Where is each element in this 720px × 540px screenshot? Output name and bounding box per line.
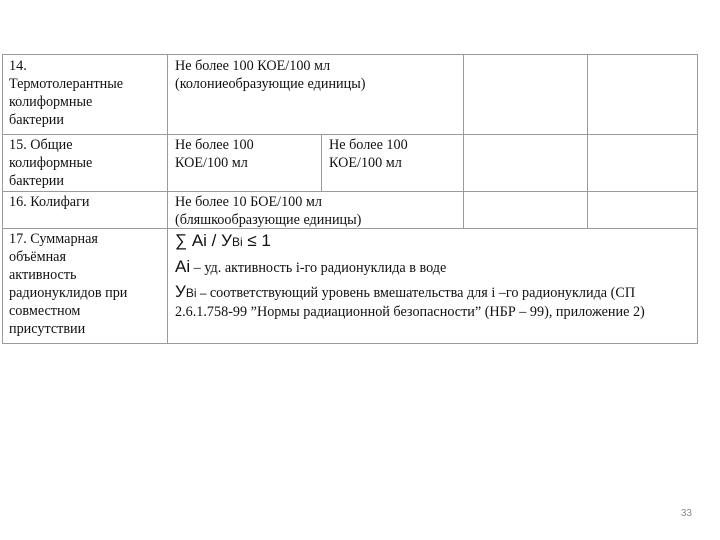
ai-definition bbox=[175, 257, 446, 277]
indicator-cell: 14. Термотолерантные колиформные бактерии bbox=[9, 58, 124, 128]
formula-suffix: ≤ 1 bbox=[242, 231, 271, 250]
row-divider bbox=[3, 191, 697, 192]
column-divider bbox=[463, 55, 464, 229]
norm-cell: Не более 10 БОЕ/100 мл (бляшкообразующие единицы) bbox=[175, 194, 362, 228]
yb-text: соответствующий уровень вмешательства для i –го радионуклида (СП bbox=[209, 285, 636, 301]
column-divider bbox=[321, 135, 322, 191]
indicator-cell: 15. Общие колиформные бактерии bbox=[9, 137, 93, 189]
page-number: 33 bbox=[680, 508, 692, 519]
indicator-cell: 17. Суммарная объёмная активность радионуклидов при совместном присутствии bbox=[9, 231, 128, 337]
yb-symbol: У bbox=[175, 282, 186, 301]
yb-dash: – bbox=[196, 286, 210, 300]
ai-symbol: Аi bbox=[175, 257, 191, 276]
norm-cell: Не более 100 КОЕ/100 мл (колониеобразующие единицы) bbox=[175, 58, 366, 92]
norm-cell: Не более 100 КОЕ/100 мл bbox=[175, 137, 254, 171]
formula-prefix: ∑ Аi / У bbox=[175, 231, 232, 250]
column-divider bbox=[167, 55, 168, 343]
formula-subscript: Bi bbox=[231, 235, 243, 249]
ai-text: – уд. активность i-го радионуклида в воде bbox=[190, 260, 447, 276]
indicator-cell: 16. Колифаги bbox=[9, 194, 90, 210]
yb-definition bbox=[175, 282, 635, 302]
yb-subscript: Bi bbox=[185, 286, 197, 300]
water-quality-table bbox=[2, 54, 698, 344]
yb-reference: 2.6.1.758-99 ”Нормы радиационной безопасности” (НБР – 99), приложение 2) bbox=[175, 304, 645, 320]
row-divider bbox=[3, 134, 697, 135]
column-divider bbox=[587, 55, 588, 229]
radionuclide-sum-formula bbox=[175, 231, 271, 251]
norm-cell: Не более 100 КОЕ/100 мл bbox=[329, 137, 408, 171]
